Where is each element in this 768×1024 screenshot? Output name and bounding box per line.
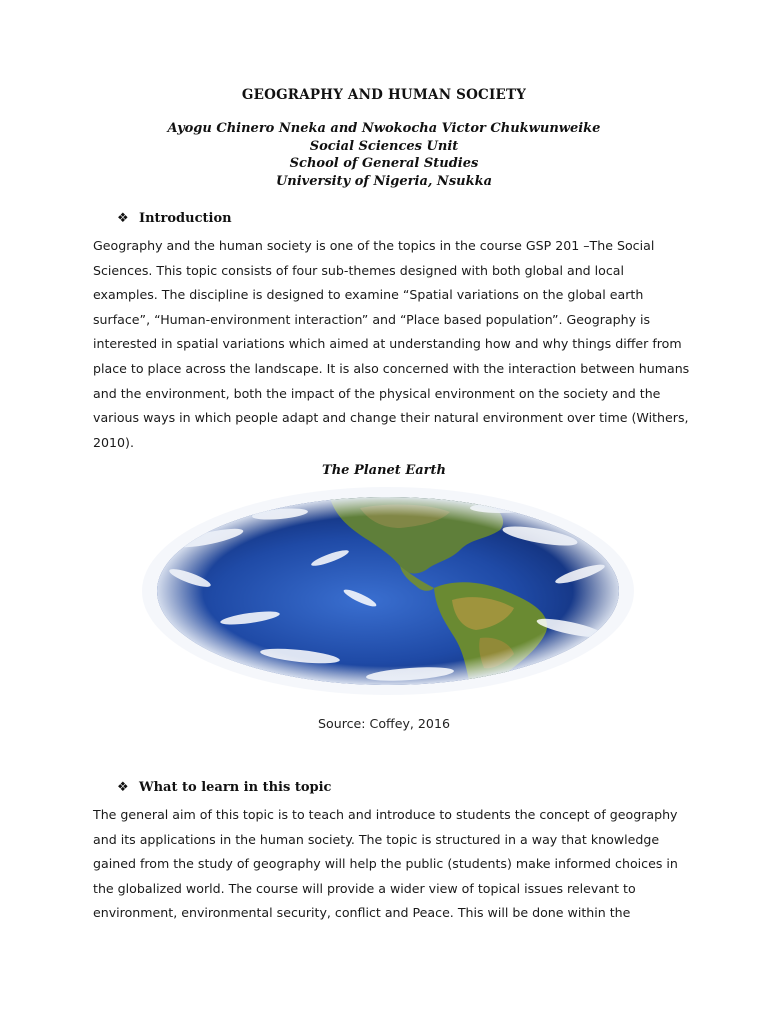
planet-earth-image: [100, 478, 668, 700]
author-school: School of General Studies: [289, 156, 479, 171]
paragraph-line: environment, environmental security, conflict and Peace. This will be done within the: [93, 905, 631, 921]
author-block: [0, 120, 768, 190]
introduction-paragraph: [93, 234, 690, 455]
paragraph-line: Geography and the human society is one of the topics in the course GSP 201 –The Social: [93, 238, 655, 253]
earth-illustration: [100, 478, 668, 700]
paragraph-line: The general aim of this topic is to teach and introduce to students the concept of geography: [93, 807, 678, 822]
paragraph-line: and the environment, both the impact of the physical environment on the society and the: [93, 385, 661, 401]
paragraph-line: gained from the study of geography will help the public (students) make informed choices in: [93, 856, 678, 872]
paragraph-line: 2010).: [93, 434, 134, 450]
section-heading-what-to-learn: [117, 780, 331, 795]
figure-caption: The Planet Earth: [322, 463, 446, 478]
author-names: Ayogu Chinero Nneka and Nwokocha Victor Chukwunweike: [167, 121, 601, 136]
figure-source: Source: Coffey, 2016: [318, 716, 450, 731]
paragraph-line: surface”, “Human-environment interaction” and “Place based population”. Geography is: [93, 311, 651, 327]
diamond-bullet-icon: ❖: [117, 780, 129, 795]
paragraph-line: examples. The discipline is designed to examine “Spatial variations on the global earth: [93, 287, 644, 303]
what-to-learn-paragraph: [93, 803, 683, 926]
paragraph-line: place to place across the landscape. It is also concerned with the interaction between humans: [93, 360, 690, 376]
author-unit: Social Sciences Unit: [309, 138, 459, 154]
paragraph-line: interested in spatial variations which aimed at understanding how and why things differ from: [93, 336, 682, 352]
section-heading-label: What to learn in this topic: [139, 780, 332, 795]
paragraph-line: various ways in which people adapt and change their natural environment over time (Withers,: [93, 410, 689, 426]
paragraph-line: and its applications in the human society. The topic is structured in a way that knowledge: [93, 831, 660, 847]
section-heading-label: Introduction: [139, 211, 232, 226]
document-title: GEOGRAPHY AND HUMAN SOCIETY: [241, 87, 527, 103]
author-university: University of Nigeria, Nsukka: [275, 173, 493, 189]
section-heading-introduction: [117, 211, 232, 226]
paragraph-line: Sciences. This topic consists of four sub-themes designed with both global and local: [93, 262, 625, 278]
diamond-bullet-icon: ❖: [117, 211, 129, 226]
paragraph-line: the globalized world. The course will provide a wider view of topical issues relevant to: [93, 880, 636, 896]
